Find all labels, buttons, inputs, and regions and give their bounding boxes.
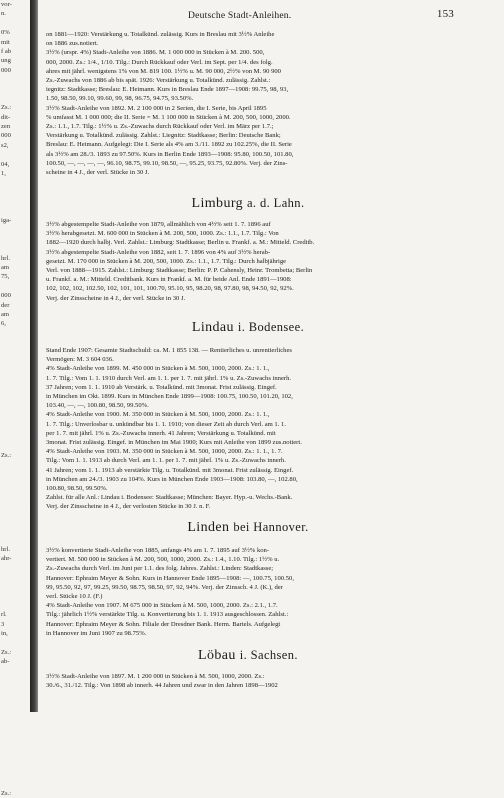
margin-fragment (0, 601, 30, 610)
text-line: 4% Stadt-Anleihe von 1907. M 675 000 in Stücken à M. 500, 1000, 2000. Zs.: 2.1., 1.7. (46, 602, 278, 610)
margin-fragment (0, 676, 30, 685)
margin-fragment: hrl. (1, 545, 10, 553)
margin-fragment (0, 329, 30, 338)
text-line: scheine in 4 J., der verl. Stücke in 30 J. (46, 169, 150, 177)
text-line: in Hannover im Juni 1907 zu 98.75%. (46, 629, 147, 637)
text-line: verl. Stücke 10 J. (F.) (46, 593, 103, 601)
place-name: Lindau (191, 320, 234, 335)
margin-fragment (0, 470, 30, 479)
margin-fragment: 6, (1, 320, 6, 328)
text-line: % umfasst M. 1 000 000; die II. Serie = M. 1 100 000 in Stücken à M. 200, 500, 1000, 2000. (46, 113, 291, 121)
margin-fragment: dit- (1, 113, 11, 121)
margin-fragment (0, 235, 30, 244)
place-name: Limburg (191, 196, 244, 211)
margin-fragment (0, 563, 30, 572)
margin-fragment (0, 479, 30, 488)
margin-fragment: 75, (1, 273, 10, 281)
text-line: Tilg.: jährlich 1½% verstärkte Tilg. u. Konvertierung bis 1. 1. 1913 ausgeschlossen. Zahlst.: (46, 611, 289, 619)
text-line: 1882—1920 durch halbj. Verl. Zahlst.: Limburg: Stadtkasse; Berlin u. Frankf. a. M.: Mitteld. Creditb. (46, 239, 315, 247)
text-line: gesetzt. M. 170 000 in Stücken à M. 200, 500, 1000. Zs.: 1.1., 1.7. Tilg.: Durch halbjährige (46, 257, 287, 265)
place-name: Linden (187, 520, 230, 535)
margin-fragment (0, 732, 30, 741)
limburg-text (46, 220, 460, 303)
text-line: Zs.: 1.1., 1.7. Tilg.: 1½% u. Zs.-Zuwachs durch Rückkauf oder Verl. im März per 1.7.; (46, 123, 274, 131)
left-margin-fragments (0, 0, 30, 797)
margin-fragment: ab- (1, 658, 10, 666)
text-line: 4% Stadt-Anleihe von 1899. M. 450 000 in Stücken à M. 500, 1000, 2000. Zs.: 1. 1., (46, 365, 270, 373)
margin-fragment (0, 704, 30, 713)
place-heading-linden (38, 520, 458, 536)
margin-fragment: zen (1, 123, 11, 131)
text-line: Verj. der Zinsscheine in 4 J., der verlosten Stücke in 30 J. n. F. (46, 503, 211, 511)
margin-fragment (0, 761, 30, 770)
margin-fragment: rl. (1, 611, 7, 619)
page-number: 153 (436, 8, 454, 20)
text-line: 4% Stadt-Anleihe von 1903. M. 350 000 in Stücken à M. 500, 1000, 2000. Zs.: 1. 1., 1. 7. (46, 448, 283, 456)
text-line: Vermögen: M. 3 604 036. (46, 356, 114, 364)
text-line: 3½% konvertierte Stadt-Anleihe von 1885, anfangs 4% am 1. 7. 1895 auf 3½% kon- (46, 547, 270, 554)
margin-fragment (0, 366, 30, 375)
text-line: 1. 7. Tilg.: Unverlosbar u. unkündbar bis 1. 1. 1910; von dieser Zeit ab durch Verl. am 1. 1. (46, 420, 286, 428)
margin-fragment (0, 225, 30, 234)
text-line: 99, 95.50, 92, 97, 99.25, 99.50, 98.75, 98.50, 97, 92, 94%. Verj. der Zinssch. 4 J. (K.), der (46, 583, 283, 591)
margin-fragment (0, 582, 30, 591)
place-suffix: a. d. Lahn. (246, 196, 305, 210)
margin-fragment (0, 639, 30, 648)
margin-fragment: 0% (1, 29, 10, 37)
place-suffix: bei Hannover. (233, 520, 309, 534)
text-line: 100.80, 98.50, 99.50%. (46, 485, 108, 493)
margin-fragment: 000 (1, 292, 11, 300)
margin-fragment: f ab (1, 47, 12, 55)
text-line: Zahlst. für alle Anl.: Lindau i. Bodensee: Stadtkasse; München: Bayer. Hyp.-u. Wechs.-Bank. (46, 494, 293, 502)
loebau-text (46, 672, 460, 690)
margin-fragment (0, 178, 30, 187)
text-line: in München im Okt. 1899. Kurs in München Ende 1899—1908: 100.75, 100.50, 101.20, 102, (46, 393, 293, 401)
margin-fragment (0, 507, 30, 516)
margin-fragment (0, 423, 30, 432)
text-line: 37 Jahren; vom 1. 1. 1910 ab Verstärk. u. Totalkünd. mit 3monat. Frist zulässig. Eingef. (46, 383, 277, 391)
margin-fragment (0, 488, 30, 497)
margin-fragment: hrl. (1, 254, 10, 262)
margin-fragment (0, 695, 30, 704)
margin-fragment (0, 85, 30, 94)
margin-fragment (0, 714, 30, 723)
margin-fragment (0, 779, 30, 788)
margin-fragment (0, 19, 30, 28)
margin-fragment (0, 347, 30, 356)
margin-fragment: 04, (1, 160, 10, 168)
margin-fragment (0, 432, 30, 441)
margin-fragment (0, 498, 30, 507)
text-line: 103.40, —, —, 100.80, 98.50, 99.50%. (46, 402, 149, 410)
place-suffix: i. Bodensee. (237, 320, 305, 334)
text-line: vertiert. M. 500 000 in Stücken à M. 200, 500, 1000, 2000. Zs.: 1.4., 1.10. Tilg.: 1½% u. (46, 556, 280, 564)
margin-fragment (0, 667, 30, 676)
lindau-text (46, 346, 460, 512)
margin-fragment: ahr- (1, 555, 12, 563)
text-line: 3½% abgestempelte Stadt-Anleihe von 1882, seit 1. 7. 1896 von 4% auf 3½% herab- (46, 248, 271, 256)
margin-fragment: mit (1, 38, 10, 46)
text-line: 30./6., 31./12. Tilg.: Von 1898 ab innerh. 44 Jahren und zwar in den Jahren 1898—1902 (46, 682, 278, 690)
margin-fragment (0, 460, 30, 469)
text-line: iegnitz: Stadtkasse; Breslau: E. Heimann. Kurs in Breslau Ende 1897—1908: 99.75, 98, 93, (46, 86, 289, 94)
margin-fragment (0, 686, 30, 695)
margin-fragment: am (1, 310, 10, 318)
margin-fragment (0, 413, 30, 422)
margin-fragment (0, 592, 30, 601)
text-line: u. Frankf. a. M.: Mitteld. Creditbank. Kurs in Frankf. a. M. für beide Anl. Ende 1891—1908: (46, 276, 292, 284)
book-page (38, 0, 504, 712)
text-line: 3½% herabgesetzt. M. 600 000 in Stücken à M. 200, 500, 1000. Zs.: 1.1., 1.7. Tilg.: Von (46, 230, 279, 238)
text-line: ahres mit jährl. wenigstens 1% von M. 819 100. 1½% u. M. 90 000, 2½% von M. 90 900 (46, 67, 281, 75)
margin-fragment (0, 516, 30, 525)
liegnitz-continuation-text (46, 30, 460, 177)
text-line: Breslau: E. Heimann. Aufgelegt: Die I. Serie als 4% am 3./11. 1892 zu 102.25%, die II. Serie (46, 141, 292, 149)
margin-fragment (0, 573, 30, 582)
header-title: Deutsche Stadt-Anleihen. (188, 10, 292, 21)
margin-fragment: 1, (1, 170, 6, 178)
margin-fragment (0, 357, 30, 366)
margin-fragment (0, 282, 30, 291)
margin-fragment: der (1, 301, 10, 309)
margin-fragment: Zs.: (1, 789, 12, 797)
text-line: 3½% abgestempelte Stadt-Anleihe von 1879, allmählich von 4½% seit 1. 7. 1896 auf (46, 221, 271, 228)
place-name: Löbau (198, 648, 236, 663)
margin-fragment: n. (1, 10, 6, 18)
text-line: 100.50, —, —, —, —, 96.10, 98.75, 99.10, 98.50, —, 95.25, 93.75, 92.80%. Verj. der Zins- (46, 159, 288, 167)
margin-fragment (0, 94, 30, 103)
text-line: 3½% (urspr. 4%) Stadt-Anleihe von 1886. M. 1 000 000 in Stücken à M. 200. 500, (46, 49, 265, 57)
margin-fragment (0, 526, 30, 535)
margin-fragment (0, 385, 30, 394)
margin-fragment: 000 (1, 66, 11, 74)
margin-fragment: 3 (1, 620, 5, 628)
text-line: 1. 7. Tilg.: Vom 1. 1. 1910 durch Verl. am 1. 1. per 1. 7. mit jährl. 1% u. Zs.-Zuwachs innerh. (46, 374, 292, 382)
text-line: per 1. 7. mit jährl. 1% u. Zs.-Zuwachs innerh. 41 Jahren; Verstärkung u. Totalkünd. mit (46, 429, 276, 437)
margin-fragment (0, 338, 30, 347)
text-line: 102, 102, 102, 102.50, 102, 101, 101, 100.70, 95.10, 95, 98.20, 98, 97.80, 98, 94.50, 92, 92%. (46, 285, 294, 293)
text-line: Hannover: Ephraim Meyer & Sohn. Kurs in Hannover Ende 1895—1908: —, 100.75, 100.50, (46, 574, 294, 582)
margin-fragment (0, 75, 30, 84)
margin-fragment: Zs.: (1, 104, 12, 112)
margin-fragment (0, 150, 30, 159)
text-line: 3monat. Frist zulässig. Eingef. in München im Mai 1900; Kurs mit Anleihe von 1899 zus.notiert. (46, 439, 302, 447)
margin-fragment (0, 188, 30, 197)
margin-fragment (0, 244, 30, 253)
text-line: on 1886 zus.notiert. (46, 40, 99, 48)
text-line: als 3½% am 28./3. 1893 zu 97.50%. Kurs in Berlin Ende 1893—1908: 95.80, 100.50, 101.80, (46, 150, 294, 158)
margin-fragment (0, 751, 30, 760)
margin-fragment (0, 535, 30, 544)
text-line: 000, 2000. Zs.: 1/4., 1/10. Tilg.: Durch Rückkauf oder Verl. im Sept. per 1/4. des folg. (46, 58, 273, 66)
linden-text (46, 546, 460, 638)
text-line: Verstärkung u. Totalkünd. zulässig. Zahlst.: Liegnitz: Stadtkasse; Berlin: Deutsche Bank; (46, 132, 281, 140)
place-suffix: i. Sachsen. (239, 648, 298, 662)
margin-fragment (0, 723, 30, 732)
margin-fragment: s2, (1, 141, 9, 149)
margin-fragment: in, (1, 630, 8, 638)
text-line: 41 Jahren; vom 1. 1. 1913 ab verstärkte Tilg. u. Totalkünd. mit 3monat. Frist zulässig. Eingef. (46, 466, 294, 474)
margin-fragment: ung (1, 57, 11, 65)
margin-fragment (0, 404, 30, 413)
place-heading-lindau (38, 320, 458, 336)
margin-fragment (0, 441, 30, 450)
margin-fragment (0, 376, 30, 385)
text-line: on 1881—1920: Verstärkung u. Totalkünd. zulässig. Kurs in Breslau mit 3½% Anleihe (46, 31, 275, 38)
place-heading-loebau (38, 648, 458, 664)
text-line: Zs.-Zuwachs durch Verl. im Juni per 1.1. des folg. Jahres. Zahlst.: Linden: Stadtkasse; (46, 565, 274, 573)
margin-fragment (0, 207, 30, 216)
place-heading-limburg (38, 196, 458, 212)
text-line: 3½% Stadt-Anleihe von 1897. M. 1 200 000 in Stücken à M. 500, 1000, 2000. Zs.: (46, 673, 265, 680)
margin-fragment (0, 770, 30, 779)
margin-fragment: am (1, 263, 10, 271)
text-line: 3½% Stadt-Anleihe von 1892. M. 2 100 000 in 2 Serien, die I. Serie, bis April 1895 (46, 104, 267, 112)
margin-fragment: vor- (1, 1, 12, 8)
margin-fragment: Zs.: (1, 648, 12, 656)
text-line: Tilg.: Vom 1. 1. 1913 ab durch Verl. am 1. 1. per 1. 7. mit jährl. 1% u. Zs.-Zuwachs innerh. (46, 457, 286, 465)
text-line: Zs.-Zuwachs von 1886 ab bis spät. 1926: Verstärkung u. Totalkünd. zulässig. Zahlst.: (46, 77, 271, 85)
margin-fragment: 000 (1, 132, 11, 140)
margin-fragment (0, 742, 30, 751)
book-gutter (30, 0, 38, 712)
text-line: Hannover: Ephraim Meyer & Sohn. Filiale der Dresdner Bank. Herm. Bartels. Aufgelegt (46, 620, 281, 628)
margin-fragment (0, 394, 30, 403)
text-line: in München am 24./3. 1903 zu 104%. Kurs in München Ende 1903—1908: 103.80, —, 102.80, (46, 475, 298, 483)
text-line: 1.50, 98.50, 99.10, 99.60, 99, 98, 96.75, 94.75, 93.50%. (46, 95, 194, 103)
margin-fragment: Zs.: (1, 451, 12, 459)
text-line: 4% Stadt-Anleihe von 1900. M. 350 000 in Stücken à M. 500, 1000, 2000. Zs.: 1. 1., (46, 411, 270, 419)
margin-fragment (0, 197, 30, 206)
text-line: Verj. der Zinsscheine in 4 J., der verl. Stücke in 30 J. (46, 294, 186, 302)
text-line: Verl. von 1888—1915. Zahlst.: Limburg: Stadtkasse; Berlin: P. P. Cahensly, Heinr. Trombetta; Berlin (46, 267, 313, 275)
text-line: Stand Ende 1907: Gesamte Stadtschuld: ca. M. 1 855 138. — Rentierliches u. unrentierliches (46, 347, 292, 354)
margin-fragment: iga- (1, 216, 12, 224)
